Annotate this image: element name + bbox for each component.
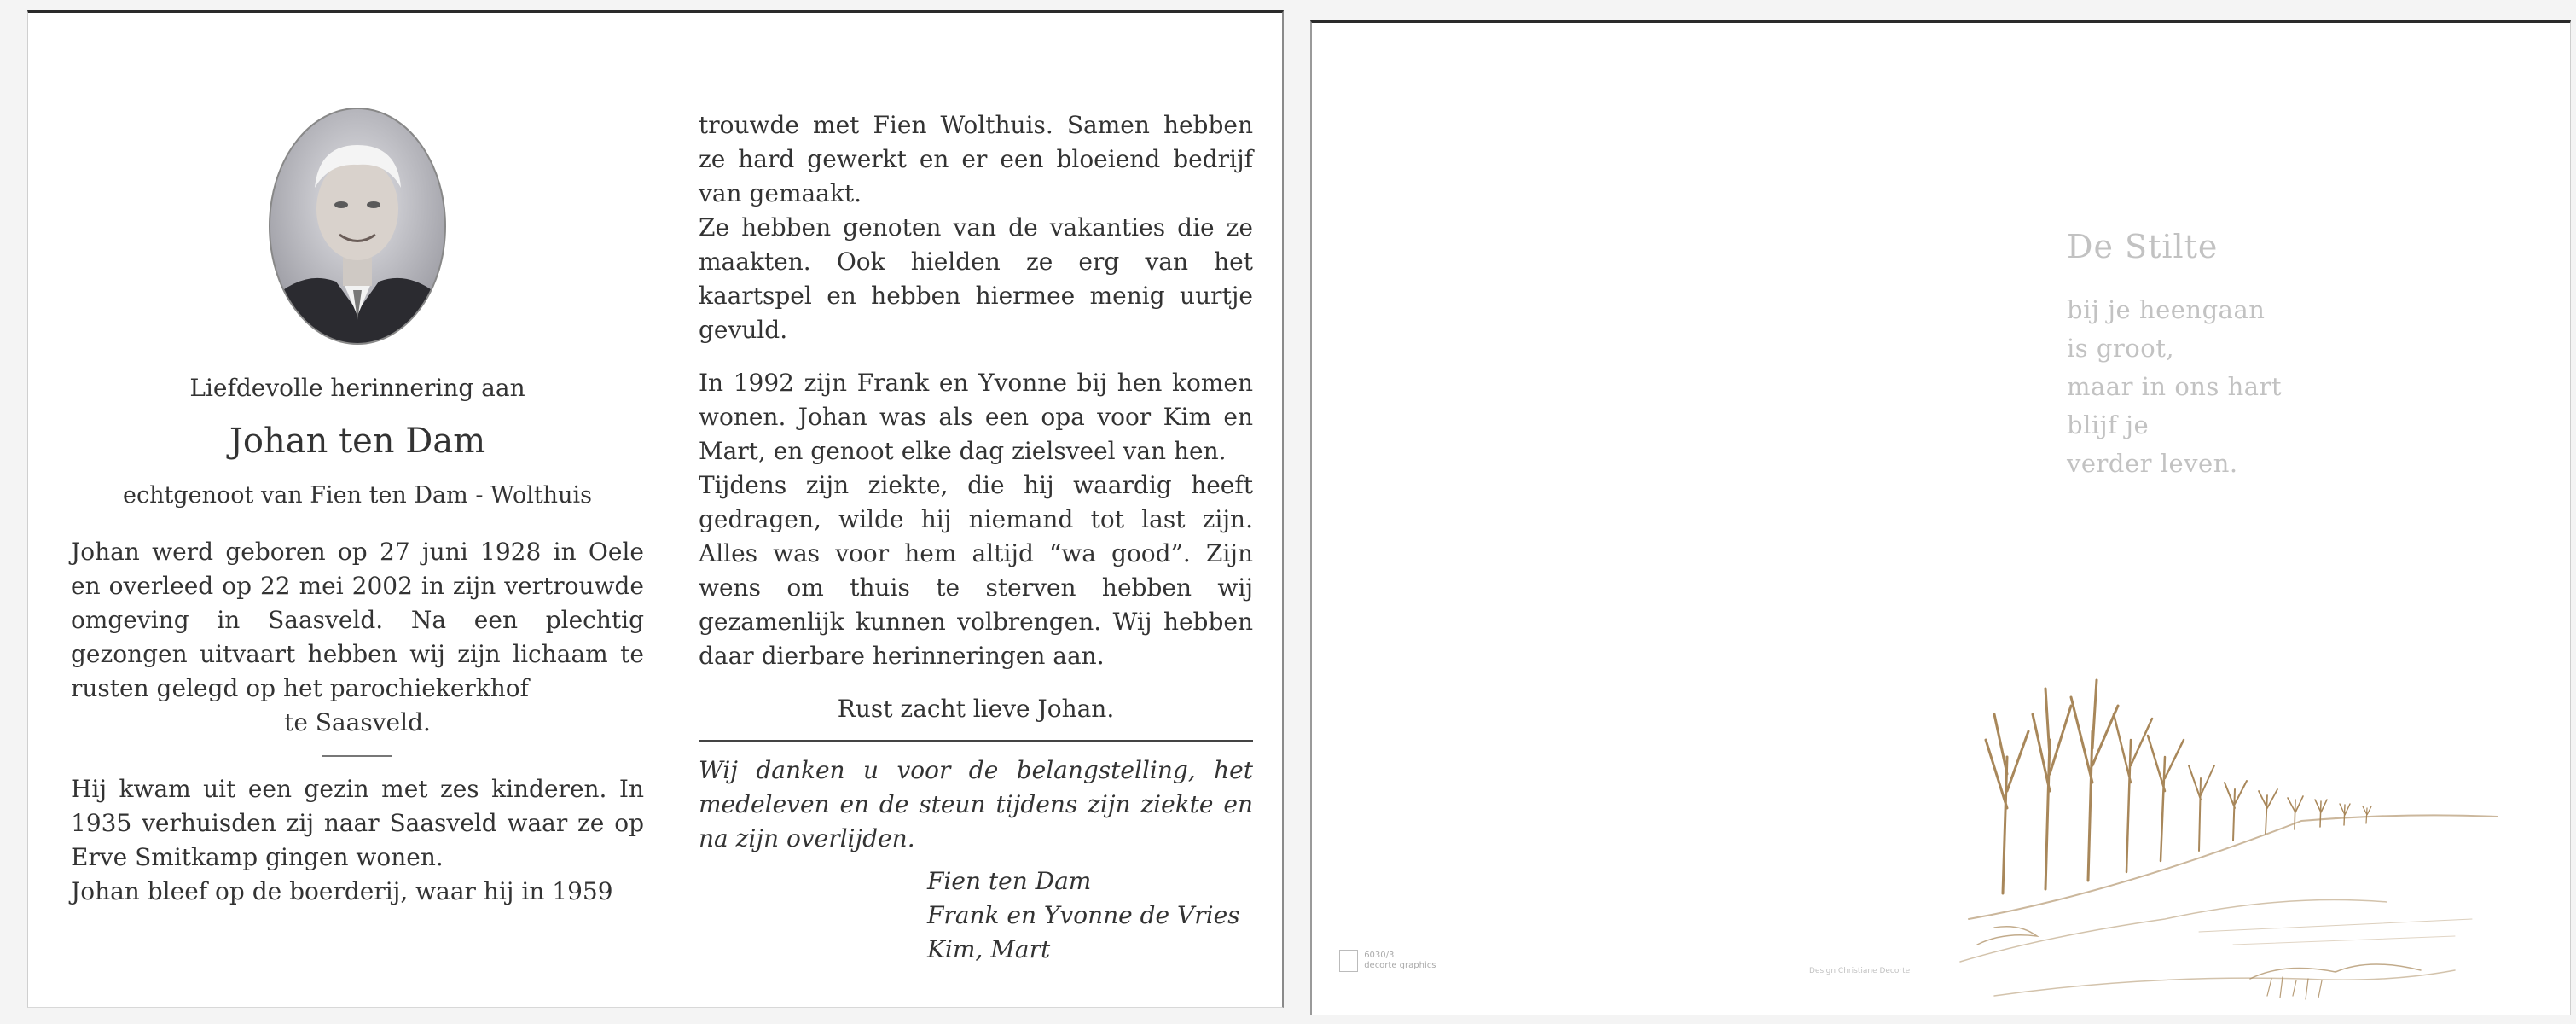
deceased-name: Johan ten Dam <box>229 422 486 461</box>
bio-paragraph: Hij kwam uit een gezin met zes kinderen. In 1935 verhuisden zij naar Saasveld waar ze op Erve Smitkamp gingen wonen. <box>71 775 644 871</box>
left-column <box>71 107 644 909</box>
bio-paragraph: Ze hebben genoten van de vakanties die ze maakten. Ook hielden ze erg van het kaartspel en hebben hiermee menig uurtje gevuld. <box>699 213 1253 344</box>
thanks-paragraph: Wij danken u voor de belangstelling, het medeleven en de steun tijdens zijn ziekte en na zijn overlijden. <box>699 756 1253 852</box>
signer: Fien ten Dam <box>927 867 1092 895</box>
memorial-card-text-side <box>27 10 1284 1008</box>
signer: Kim, Mart <box>927 935 1051 963</box>
poem <box>2067 228 2282 483</box>
divider <box>699 740 1253 742</box>
printer-code: 6030/3 <box>1364 951 1395 960</box>
signer: Frank en Yvonne de Vries <box>927 901 1240 929</box>
poem-line: maar in ons hart <box>2067 372 2283 401</box>
printer-name: decorte graphics <box>1364 961 1436 970</box>
poem-title: De Stilte <box>2067 228 2219 265</box>
divider <box>322 755 392 757</box>
poem-line: is groot, <box>2067 334 2175 363</box>
portrait-photo <box>268 107 447 346</box>
bio-paragraph: Johan bleef op de boerderij, waar hij in 1959 <box>71 877 613 905</box>
right-column <box>699 108 1253 967</box>
bio-paragraph-end: te Saasveld. <box>284 708 431 736</box>
signers <box>699 864 1253 967</box>
designer-credit: Design Christiane Decorte <box>1809 967 1911 975</box>
landscape-drawing <box>1943 637 2506 1013</box>
bio-paragraph: Tijdens zijn ziekte, die hij waardig heeft gedragen, wilde hij niemand tot last zijn. Alles was voor hem altijd “wa good”. Zijn wens om thuis te sterven hebben wij gezamenlijk kunnen volbrengen. Wij hebben daar dierbare herinneringen aan. <box>699 471 1253 670</box>
memorial-card-cover-side <box>1310 20 2571 1015</box>
bio-paragraph: trouwde met Fien Wolthuis. Samen hebben ze hard gewerkt en er een bloeiend bedrijf van gemaakt. <box>699 111 1253 207</box>
poem-line: verder leven. <box>2067 449 2238 478</box>
printer-logo-icon <box>1339 950 1358 972</box>
farewell-line: Rust zacht lieve Johan. <box>837 695 1115 723</box>
bio-paragraph: Johan werd geboren op 27 juni 1928 in Oele en overleed op 22 mei 2002 in zijn vertrouwde omgeving in Saasveld. Na een plechtig gezongen uitvaart hebben wij zijn lichaam te rusten gelegd op het parochiekerkhof <box>71 538 644 702</box>
printer-mark <box>1339 950 1436 972</box>
spouse-line: echtgenoot van Fien ten Dam - Wolthuis <box>123 482 592 509</box>
bio-paragraph: In 1992 zijn Frank en Yvonne bij hen komen wonen. Johan was als een opa voor Kim en Mart, en genoot elke dag zielsveel van hen. <box>699 369 1253 465</box>
poem-line: blijf je <box>2067 410 2150 439</box>
intro-line: Liefdevolle herinnering aan <box>189 374 525 402</box>
poem-line: bij je heengaan <box>2067 295 2266 324</box>
